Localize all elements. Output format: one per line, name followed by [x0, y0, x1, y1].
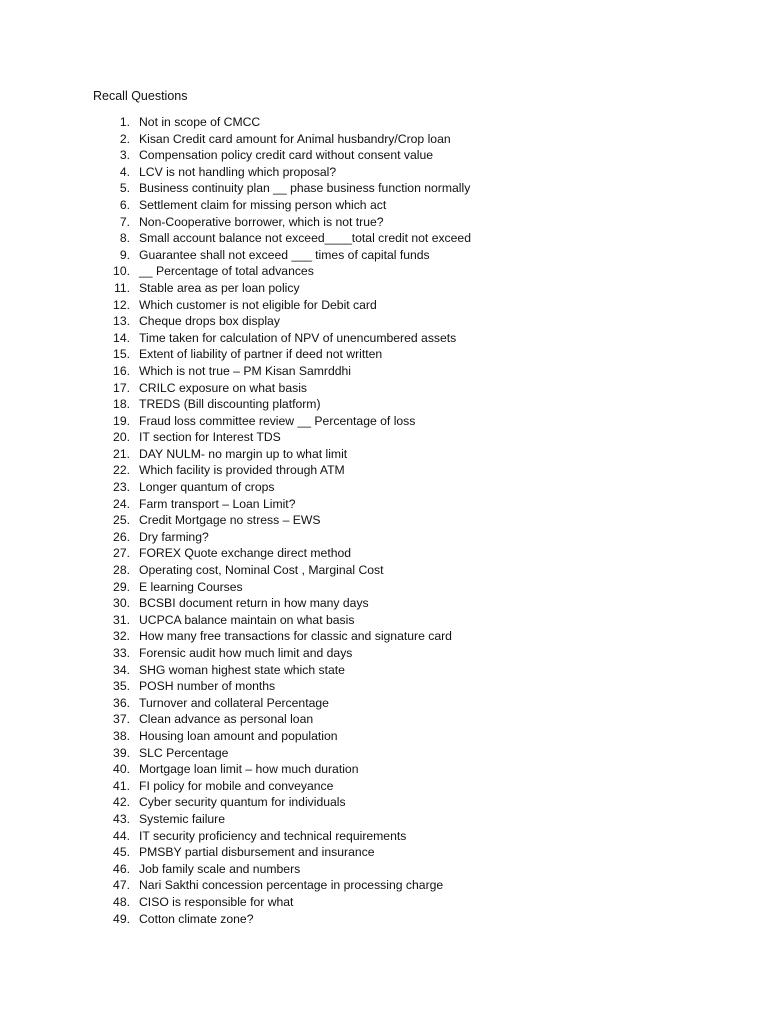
question-item: [100, 794, 471, 811]
question-text: Job family scale and numbers: [139, 861, 301, 876]
question-number: 1.: [119, 115, 130, 129]
question-number: 30.: [113, 596, 130, 611]
question-item: [100, 496, 471, 513]
question-text: Credit Mortgage no stress – EWS: [139, 513, 321, 528]
question-text: Fraud loss committee review __ Percentage of loss: [139, 413, 416, 428]
question-item: [100, 579, 471, 596]
question-text: IT section for Interest TDS: [139, 430, 281, 445]
question-text: Compensation policy credit card without consent value: [139, 148, 434, 163]
question-text: Forensic audit how much limit and days: [139, 646, 353, 660]
question-item: [100, 313, 471, 330]
question-item: [100, 612, 471, 629]
question-item: [100, 529, 471, 546]
question-number: 16.: [113, 363, 130, 378]
question-number: 35.: [113, 679, 130, 694]
question-number: 22.: [113, 463, 130, 478]
question-text: Business continuity plan __ phase business function normally: [139, 181, 471, 196]
question-text: Kisan Credit card amount for Animal husbandry/Crop loan: [139, 131, 451, 146]
question-item: [100, 164, 471, 181]
question-text: Longer quantum of crops: [139, 480, 275, 495]
question-number: 42.: [113, 795, 130, 810]
question-item: [100, 114, 471, 131]
question-number: 24.: [113, 496, 130, 511]
question-number: 14.: [113, 330, 130, 345]
question-item: [100, 247, 471, 264]
question-text: Systemic failure: [139, 811, 226, 826]
question-number: 27.: [113, 546, 130, 561]
question-text: Farm transport – Loan Limit?: [139, 496, 296, 511]
question-item: [100, 811, 471, 828]
question-text: TREDS (Bill discounting platform): [139, 397, 321, 412]
question-number: 9.: [119, 247, 130, 262]
question-number: 21.: [113, 446, 130, 461]
question-number: 44.: [113, 828, 130, 843]
question-item: [100, 911, 471, 928]
question-number: 10.: [113, 264, 130, 279]
question-text: Stable area as per loan policy: [139, 280, 300, 295]
question-item: [100, 363, 471, 380]
question-number: 33.: [113, 646, 130, 660]
question-item: [100, 462, 471, 479]
question-item: [100, 562, 471, 579]
question-item: [100, 695, 471, 712]
question-text: Dry farming?: [139, 529, 209, 544]
question-number: 36.: [113, 695, 130, 710]
question-number: 15.: [113, 347, 130, 362]
question-text: Nari Sakthi concession percentage in processing charge: [139, 878, 444, 893]
question-text: Non-Cooperative borrower, which is not true?: [139, 214, 384, 229]
question-number: 49.: [113, 911, 130, 926]
question-number: 45.: [113, 845, 130, 860]
question-item: [100, 380, 471, 397]
question-number: 37.: [113, 712, 130, 727]
question-number: 3.: [119, 148, 130, 163]
question-number: 46.: [113, 861, 130, 876]
question-number: 5.: [119, 181, 130, 196]
question-number: 11.: [113, 280, 130, 295]
question-item: [100, 545, 471, 562]
question-item: [100, 346, 471, 363]
question-item: [100, 628, 471, 645]
question-number: 34.: [113, 662, 130, 677]
question-text: How many free transactions for classic and signature card: [139, 629, 452, 644]
question-number: 26.: [113, 529, 130, 544]
question-item: [100, 745, 471, 762]
question-text: POSH number of months: [139, 679, 276, 694]
question-text: Not in scope of CMCC: [139, 115, 261, 129]
question-text: BCSBI document return in how many days: [139, 596, 369, 611]
question-number: 18.: [113, 397, 130, 412]
question-text: SHG woman highest state which state: [139, 662, 345, 677]
question-item: [100, 429, 471, 446]
question-item: [100, 861, 471, 878]
question-text: Cyber security quantum for individuals: [139, 795, 346, 810]
question-text: SLC Percentage: [139, 745, 229, 760]
question-item: [100, 197, 471, 214]
question-item: [100, 131, 471, 148]
question-number: 17.: [113, 380, 130, 395]
question-number: 6.: [119, 197, 130, 212]
question-item: [100, 662, 471, 679]
question-item: [100, 214, 471, 231]
question-text: Which facility is provided through ATM: [139, 463, 345, 478]
question-number: 13.: [113, 314, 130, 329]
question-text: FOREX Quote exchange direct method: [139, 546, 352, 561]
question-item: [100, 844, 471, 861]
page-title: Recall Questions: [93, 89, 188, 103]
question-item: [100, 297, 471, 314]
question-item: [100, 778, 471, 795]
question-item: [100, 413, 471, 430]
question-item: [100, 645, 471, 662]
question-text: FI policy for mobile and conveyance: [139, 778, 334, 793]
question-item: [100, 280, 471, 297]
question-item: [100, 728, 471, 745]
question-number: 40.: [113, 762, 130, 777]
question-item: [100, 678, 471, 695]
question-list: [100, 114, 471, 927]
question-text: Small account balance not exceed____total credit not exceed: [139, 231, 471, 246]
question-number: 20.: [113, 430, 130, 445]
question-text: Guarantee shall not exceed ___ times of capital funds: [139, 247, 430, 262]
question-item: [100, 595, 471, 612]
question-number: 28.: [113, 563, 130, 578]
question-text: Extent of liability of partner if deed not written: [139, 347, 383, 362]
question-item: [100, 894, 471, 911]
question-item: [100, 711, 471, 728]
question-text: DAY NULM- no margin up to what limit: [139, 446, 348, 461]
question-text: Mortgage loan limit – how much duration: [139, 762, 359, 777]
question-item: [100, 330, 471, 347]
question-number: 7.: [119, 214, 130, 229]
question-item: [100, 479, 471, 496]
question-text: __ Percentage of total advances: [139, 264, 314, 279]
question-number: 38.: [113, 728, 130, 743]
question-item: [100, 147, 471, 164]
question-number: 12.: [113, 297, 130, 312]
question-item: [100, 396, 471, 413]
question-text: Operating cost, Nominal Cost , Marginal Cost: [139, 563, 384, 578]
question-text: PMSBY partial disbursement and insurance: [139, 845, 375, 860]
question-number: 41.: [113, 778, 130, 793]
question-text: E learning Courses: [139, 579, 243, 594]
question-text: Which customer is not eligible for Debit card: [139, 297, 377, 312]
question-text: Cheque drops box display: [139, 314, 280, 329]
question-text: Which is not true – PM Kisan Samrddhi: [139, 363, 352, 378]
question-number: 43.: [113, 811, 130, 826]
question-number: 25.: [113, 513, 130, 528]
question-number: 31.: [113, 612, 130, 627]
question-item: [100, 828, 471, 845]
question-text: Turnover and collateral Percentage: [139, 695, 329, 710]
question-number: 4.: [119, 164, 130, 179]
question-text: Time taken for calculation of NPV of unencumbered assets: [139, 330, 457, 345]
question-number: 23.: [113, 480, 130, 495]
question-item: [100, 512, 471, 529]
question-text: UCPCA balance maintain on what basis: [139, 612, 355, 627]
question-number: 29.: [113, 579, 130, 594]
question-text: CISO is responsible for what: [139, 894, 294, 909]
question-text: Cotton climate zone?: [139, 911, 254, 926]
question-number: 19.: [113, 413, 130, 428]
question-item: [100, 877, 471, 894]
question-item: [100, 230, 471, 247]
question-text: IT security proficiency and technical requirements: [139, 828, 407, 843]
question-item: [100, 263, 471, 280]
question-item: [100, 180, 471, 197]
question-text: Clean advance as personal loan: [139, 712, 314, 727]
question-number: 48.: [113, 894, 130, 909]
question-item: [100, 446, 471, 463]
question-item: [100, 761, 471, 778]
question-text: Housing loan amount and population: [139, 728, 338, 743]
question-text: Settlement claim for missing person which act: [139, 197, 387, 212]
question-number: 8.: [119, 231, 130, 246]
question-number: 47.: [113, 878, 130, 893]
question-number: 32.: [113, 629, 130, 644]
question-number: 39.: [113, 745, 130, 760]
question-number: 2.: [119, 131, 130, 146]
question-text: CRILC exposure on what basis: [139, 380, 308, 395]
question-text: LCV is not handling which proposal?: [139, 164, 337, 179]
